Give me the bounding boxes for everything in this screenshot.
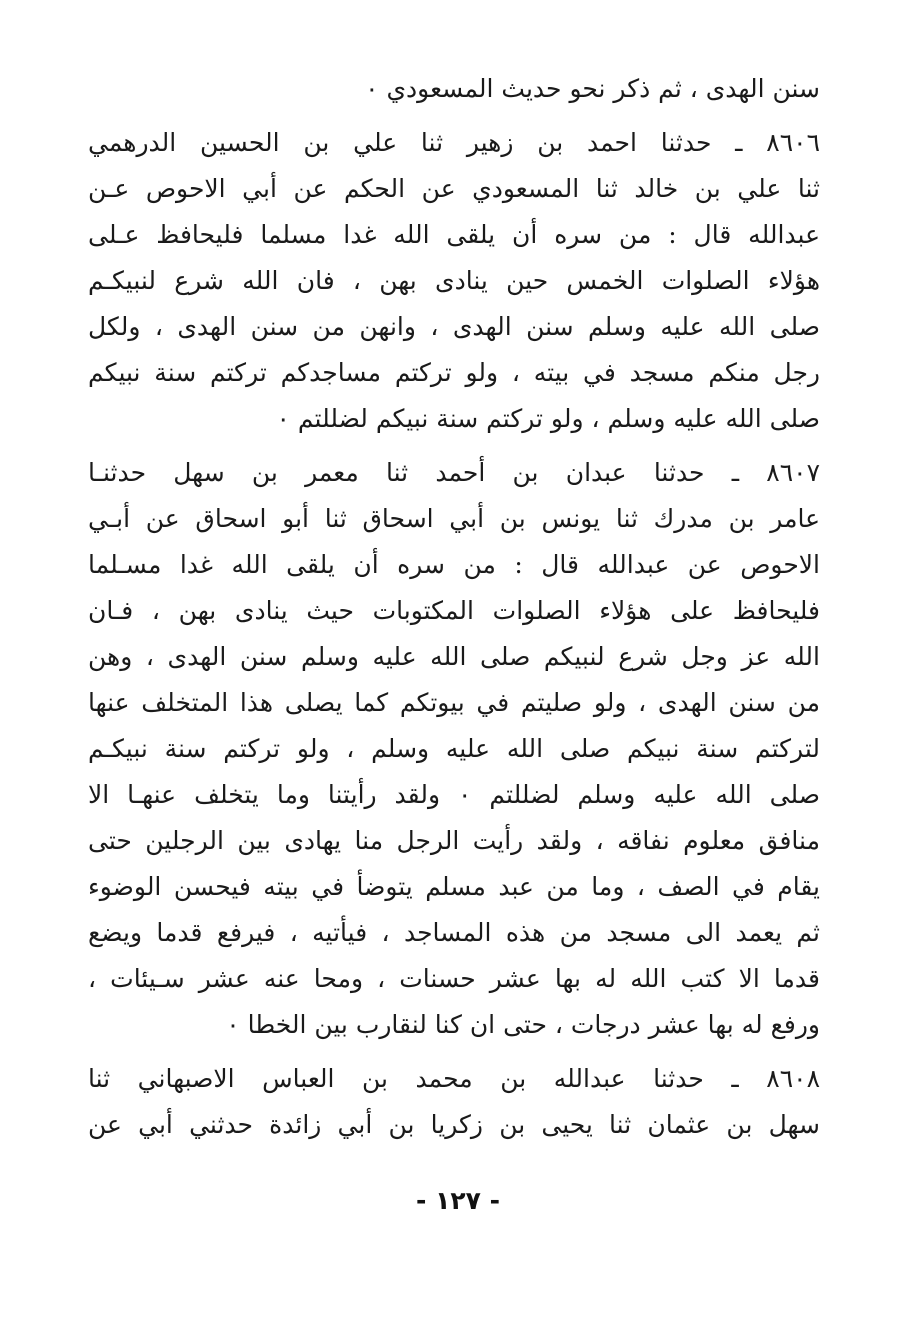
page-body bbox=[88, 66, 820, 1148]
page-number: - ١٢٧ - bbox=[416, 1186, 500, 1215]
text-line: صلى الله عليه وسلم سنن الهدى ، وانهن من سنن الهدى ، ولكل bbox=[88, 312, 820, 341]
text-line: سهل بن عثمان ثنا يحيى بن زكريا بن أبي زائدة حدثني أبي عن bbox=[88, 1110, 820, 1139]
text-line: رجل منكم مسجد في بيته ، ولو تركتم مساجدكم تركتم سنة نبيكم bbox=[88, 358, 820, 387]
text-line: صلى الله عليه وسلم ، ولو تركتم سنة نبيكم لضللتم ٠ bbox=[276, 404, 820, 433]
text-line: الله عز وجل شرع لنبيكم صلى الله عليه وسلم سنن الهدى ، وهن bbox=[88, 642, 820, 671]
text-line: عامر بن مدرك ثنا يونس بن أبي اسحاق ثنا أبو اسحاق عن أبـي bbox=[88, 504, 820, 533]
text-line: لتركتم سنة نبيكم صلى الله عليه وسلم ، ولو تركتم سنة نبيكـم bbox=[88, 734, 820, 763]
hadith-8607 bbox=[88, 450, 820, 1048]
text-line: ٨٦٠٧ ـ حدثنا عبدان بن أحمد ثنا معمر بن سهل حدثنـا bbox=[88, 458, 820, 487]
text-line: ٨٦٠٨ ـ حدثنا عبدالله بن محمد بن العباس الاصبهاني ثنا bbox=[88, 1064, 820, 1093]
text-line: عبدالله قال : من سره أن يلقى الله غدا مسلما فليحافظ عـلى bbox=[88, 220, 820, 249]
intro-line: سنن الهدى ، ثم ذكر نحو حديث المسعودي ٠ bbox=[365, 74, 820, 103]
text-line: من سنن الهدى ، ولو صليتم في بيوتكم كما يصلى هذا المتخلف عنها bbox=[88, 688, 820, 717]
text-line: هؤلاء الصلوات الخمس حين ينادى بهن ، فان الله شرع لنبيكـم bbox=[88, 266, 820, 295]
text-line: صلى الله عليه وسلم لضللتم ٠ ولقد رأيتنا وما يتخلف عنهـا الا bbox=[88, 780, 820, 809]
text-line: ٨٦٠٦ ـ حدثنا احمد بن زهير ثنا علي بن الحسين الدرهمي bbox=[88, 128, 820, 157]
text-line: ثم يعمد الى مسجد من هذه المساجد ، فيأتيه ، فيرفع قدما ويضع bbox=[88, 918, 820, 947]
hadith-8608 bbox=[88, 1056, 820, 1148]
text-line: قدما الا كتب الله له بها عشر حسنات ، ومحا عنه عشر سـيئات ، bbox=[88, 964, 820, 993]
text-line: ورفع له بها عشر درجات ، حتى ان كنا لنقارب بين الخطا ٠ bbox=[226, 1010, 820, 1039]
hadith-8606 bbox=[88, 120, 820, 442]
text-line: ثنا علي بن خالد ثنا المسعودي عن الحكم عن أبي الاحوص عـن bbox=[88, 174, 820, 203]
text-line: منافق معلوم نفاقه ، ولقد رأيت الرجل منا يهادى بين الرجلين حتى bbox=[88, 826, 820, 855]
text-line: فليحافظ على هؤلاء الصلوات المكتوبات حيث ينادى بهن ، فـان bbox=[88, 596, 820, 625]
text-line: يقام في الصف ، وما من عبد مسلم يتوضأ في بيته فيحسن الوضوء bbox=[88, 872, 820, 901]
text-line: الاحوص عن عبدالله قال : من سره أن يلقى الله غدا مسـلما bbox=[88, 550, 820, 579]
